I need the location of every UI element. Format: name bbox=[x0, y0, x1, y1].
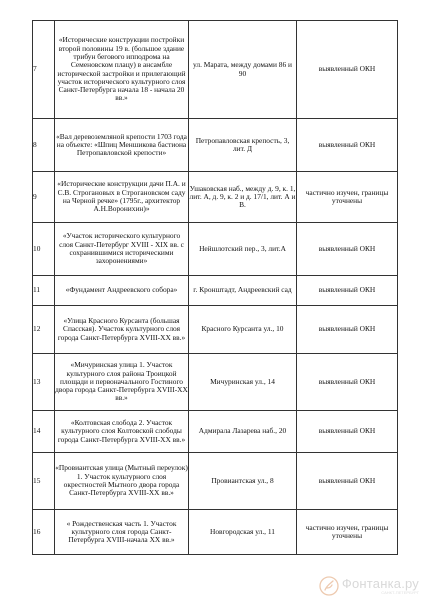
object-name: «Провиантская улица (Мытный переулок) 1. Участок культурного слоя окрестностей Мытного двора города Санкт-Петербурга XVIII-XX вв.» bbox=[55, 453, 189, 510]
row-number: 12 bbox=[33, 306, 55, 354]
object-status: выявленный ОКН bbox=[297, 276, 398, 306]
watermark-title: Фонтанка.ру bbox=[341, 576, 419, 591]
object-status: выявленный ОКН bbox=[297, 306, 398, 354]
object-name: «Участок исторического культурного слоя Санкт-Петербург XVIII - XIX вв. с сохранившимися историческими захоронениями» bbox=[55, 223, 189, 276]
object-address: ул. Марата, между домами 86 и 90 bbox=[189, 21, 297, 119]
row-number: 14 bbox=[33, 411, 55, 453]
table-row bbox=[33, 453, 398, 510]
row-number: 11 bbox=[33, 276, 55, 306]
row-number: 8 bbox=[33, 119, 55, 172]
watermark bbox=[319, 576, 419, 596]
object-address: Красного Курсанта ул., 10 bbox=[189, 306, 297, 354]
table-row bbox=[33, 276, 398, 306]
table-row bbox=[33, 223, 398, 276]
object-name: «Улица Красного Курсанта (большая Спасская). Участок культурного слоя города Санкт-Петербурга XVIII-XX вв.» bbox=[55, 306, 189, 354]
okn-table bbox=[32, 20, 398, 555]
table-row bbox=[33, 306, 398, 354]
object-status: выявленный ОКН bbox=[297, 411, 398, 453]
object-status: выявленный ОКН bbox=[297, 354, 398, 411]
object-name: « Рождественская часть 1. Участок культурного слоя города Санкт-Петербурга XVIII-начала XX вв.» bbox=[55, 510, 189, 555]
table-row bbox=[33, 354, 398, 411]
object-status: выявленный ОКН bbox=[297, 119, 398, 172]
row-number: 10 bbox=[33, 223, 55, 276]
row-number: 7 bbox=[33, 21, 55, 119]
object-name: «Исторические конструкции дачи П.А. и С.В. Строгановых в Строгановском саду на Черной речке» (1795г., архитектор А.Н.Воронихин)» bbox=[55, 172, 189, 223]
row-number: 15 bbox=[33, 453, 55, 510]
object-name: «Фундамент Андреевского собора» bbox=[55, 276, 189, 306]
table-row bbox=[33, 21, 398, 119]
object-address: Адмирала Лазарева наб., 20 bbox=[189, 411, 297, 453]
object-status: частично изучен, границы уточнены bbox=[297, 172, 398, 223]
object-address: Новгородская ул., 11 bbox=[189, 510, 297, 555]
object-name: «Мичуринская улица 1. Участок культурного слоя района Троицкой площади и первоначального Гостиного двора города Санкт-Петербурга XVIII-XX вв.» bbox=[55, 354, 189, 411]
object-address: Мичуринская ул., 14 bbox=[189, 354, 297, 411]
table-row bbox=[33, 119, 398, 172]
table-row bbox=[33, 172, 398, 223]
fontanka-logo-icon bbox=[319, 576, 339, 596]
object-address: Провиантская ул., 8 bbox=[189, 453, 297, 510]
object-address: Ушаковская наб., между д. 9, к. 1, лит. А, д. 9, к. 2 и д. 17/1, лит. А и В. bbox=[189, 172, 297, 223]
object-name: «Вал деревоземляной крепости 1703 года на объекте: «Шпиц Меншикова бастиона Петропавловской крепости» bbox=[55, 119, 189, 172]
object-name: «Колтовская слобода 2. Участок культурного слоя Колтовской слободы города Санкт-Петербурга XVIII-XX вв.» bbox=[55, 411, 189, 453]
table-row bbox=[33, 510, 398, 555]
object-address: г. Кронштадт, Андреевский сад bbox=[189, 276, 297, 306]
object-status: выявленный ОКН bbox=[297, 453, 398, 510]
object-name: «Исторические конструкции постройки второй половины 19 в. (большое здание трибун бегового ипподрома на Семеновском плацу) в ансамбле исторической застройки и прилегающий участок исторического культурного слоя Санкт-Петербурга начала 18 - начала 20 вв.» bbox=[55, 21, 189, 119]
object-status: выявленный ОКН bbox=[297, 21, 398, 119]
object-status: выявленный ОКН bbox=[297, 223, 398, 276]
row-number: 16 bbox=[33, 510, 55, 555]
object-status: частично изучен, границы уточнены bbox=[297, 510, 398, 555]
object-address: Петропавловская крепость, 3, лит. Д bbox=[189, 119, 297, 172]
row-number: 13 bbox=[33, 354, 55, 411]
watermark-subtitle: САНКТ-ПЕТЕРБУРГ bbox=[381, 590, 419, 595]
table-row bbox=[33, 411, 398, 453]
row-number: 9 bbox=[33, 172, 55, 223]
object-address: Нейшлотский пер., 3, лит.А bbox=[189, 223, 297, 276]
